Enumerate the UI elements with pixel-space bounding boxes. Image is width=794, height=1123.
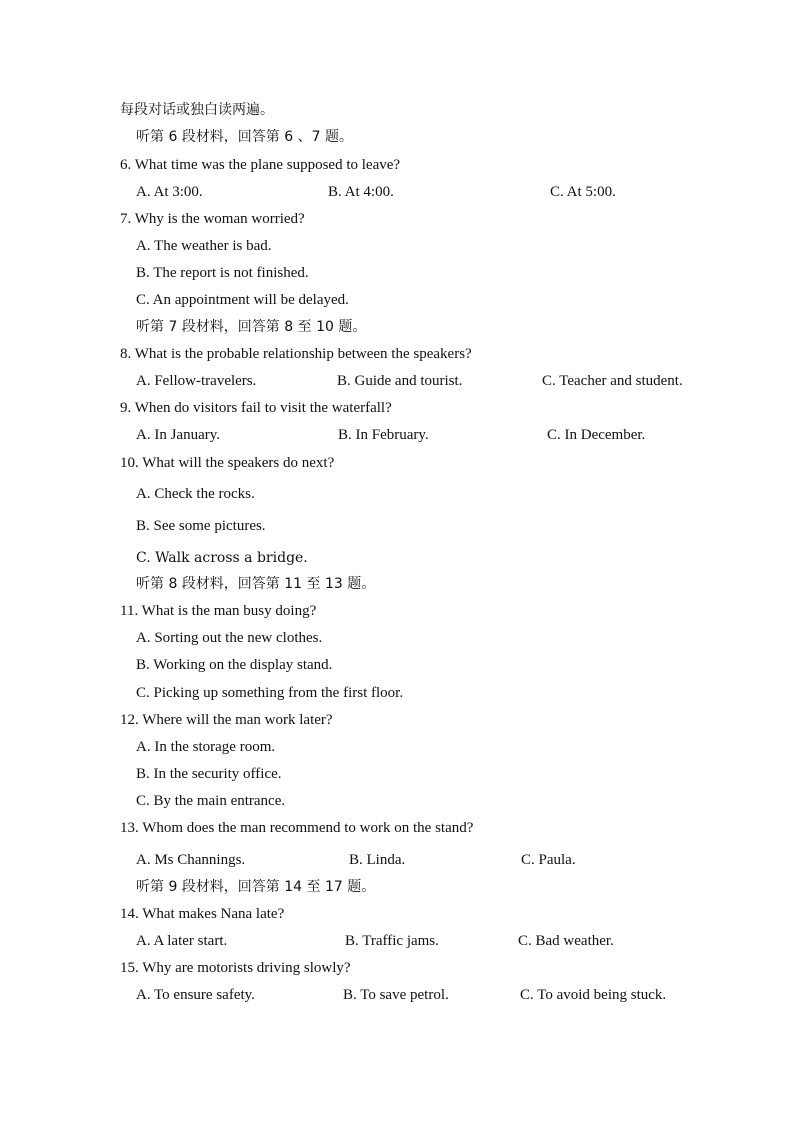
question-9: 9. When do visitors fail to visit the waterfall? <box>120 400 392 416</box>
q12-option-b: B. In the security office. <box>136 766 282 782</box>
q9-option-a: A. In January. <box>136 427 221 443</box>
q9-option-b: B. In February. <box>338 427 429 443</box>
question-14: 14. What makes Nana late? <box>120 906 285 922</box>
question-8: 8. What is the probable relationship between the speakers? <box>120 346 472 362</box>
question-12: 12. Where will the man work later? <box>120 712 333 728</box>
q12-option-a: A. In the storage room. <box>136 739 276 755</box>
q15-option-b: B. To save petrol. <box>343 987 449 1003</box>
question-7: 7. Why is the woman worried? <box>120 211 305 227</box>
section-heading-7: 听第 7 段材料，回答第 8 至 10 题。 <box>136 319 367 335</box>
section-heading-8: 听第 8 段材料，回答第 11 至 13 题。 <box>136 576 376 592</box>
question-15: 15. Why are motorists driving slowly? <box>120 960 351 976</box>
q14-option-a: A. A later start. <box>136 933 228 949</box>
q13-option-b: B. Linda. <box>349 852 406 868</box>
q10-option-c: C. Walk across a bridge. <box>136 550 308 566</box>
q6-option-b: B. At 4:00. <box>328 184 394 200</box>
q7-option-a: A. The weather is bad. <box>136 238 272 254</box>
q8-option-b: B. Guide and tourist. <box>337 373 463 389</box>
q14-option-c: C. Bad weather. <box>518 933 614 949</box>
question-6: 6. What time was the plane supposed to leave? <box>120 157 401 173</box>
q6-option-a: A. At 3:00. <box>136 184 203 200</box>
q15-option-a: A. To ensure safety. <box>136 987 255 1003</box>
q10-option-b: B. See some pictures. <box>136 518 266 534</box>
q9-option-c: C. In December. <box>547 427 646 443</box>
q11-option-b: B. Working on the display stand. <box>136 657 333 673</box>
q11-option-a: A. Sorting out the new clothes. <box>136 630 323 646</box>
q7-option-b: B. The report is not finished. <box>136 265 309 281</box>
intro-text: 每段对话或独白读两遍。 <box>120 102 274 118</box>
question-13: 13. Whom does the man recommend to work on the stand? <box>120 820 474 836</box>
q10-option-a: A. Check the rocks. <box>136 486 255 502</box>
q8-option-a: A. Fellow-travelers. <box>136 373 257 389</box>
section-heading-9: 听第 9 段材料，回答第 14 至 17 题。 <box>136 879 376 895</box>
q15-option-c: C. To avoid being stuck. <box>520 987 667 1003</box>
q6-option-c: C. At 5:00. <box>550 184 616 200</box>
q12-option-c: C. By the main entrance. <box>136 793 286 809</box>
q7-option-c: C. An appointment will be delayed. <box>136 292 349 308</box>
question-11: 11. What is the man busy doing? <box>120 603 317 619</box>
q13-option-a: A. Ms Channings. <box>136 852 246 868</box>
q13-option-c: C. Paula. <box>521 852 576 868</box>
section-heading-6: 听第 6 段材料，回答第 6 、7 题。 <box>136 129 353 145</box>
question-10: 10. What will the speakers do next? <box>120 455 335 471</box>
q8-option-c: C. Teacher and student. <box>542 373 683 389</box>
q11-option-c: C. Picking up something from the first floor. <box>136 685 404 701</box>
q14-option-b: B. Traffic jams. <box>345 933 439 949</box>
